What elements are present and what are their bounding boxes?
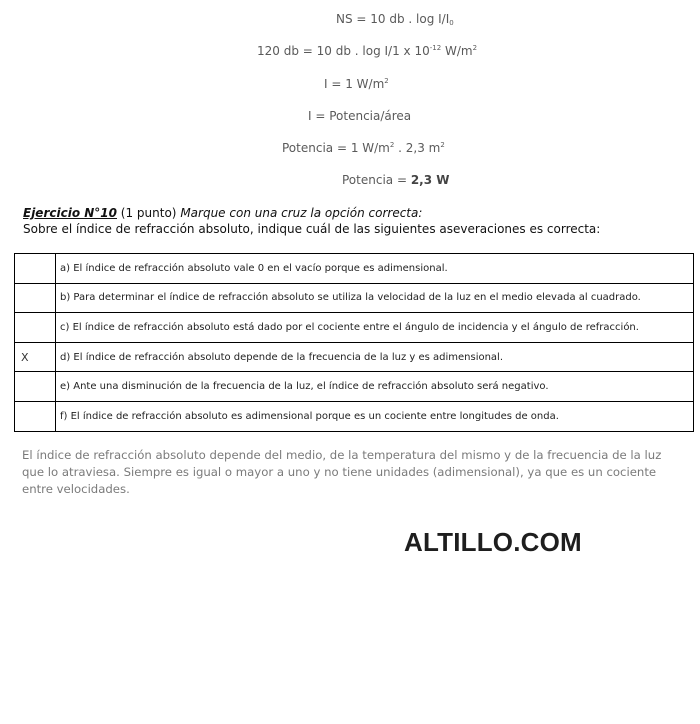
option-text-e: e) Ante una disminución de la frecuencia de la luz, el índice de refracción absoluto será negativo. xyxy=(56,372,694,402)
equation-line-5 xyxy=(282,141,445,155)
equation-exponent: 2 xyxy=(440,141,445,149)
equation-exponent: -12 xyxy=(429,44,442,52)
equation-result: 2,3 W xyxy=(410,173,450,187)
equation-line-3 xyxy=(324,77,389,91)
option-text-c: c) El índice de refracción absoluto está dado por el cociente entre el ángulo de incidencia y el ángulo de refracción. xyxy=(56,313,694,343)
equation-exponent: 2 xyxy=(384,77,389,85)
option-row-f xyxy=(15,401,694,431)
equation-line-4 xyxy=(308,109,411,123)
answer-explanation: El índice de refracción absoluto depende del medio, de la temperatura del mismo y de la frecuencia de la luz que lo atraviesa. Siempre es igual o mayor a uno y no tiene unidades (adimensional), ya que es un cociente entre velocidades. xyxy=(22,448,662,496)
option-row-e xyxy=(15,372,694,402)
option-checkbox-d[interactable]: X xyxy=(15,342,56,372)
exercise-points: (1 punto) xyxy=(116,206,181,220)
option-checkbox-c[interactable] xyxy=(15,313,56,343)
equation-subscript: 0 xyxy=(449,19,454,27)
equation-exponent: 2 xyxy=(389,141,395,149)
exercise-name: Ejercicio N°10 xyxy=(23,206,117,220)
option-checkbox-b[interactable] xyxy=(15,283,56,313)
altillo-logo: ALTILLO.COM xyxy=(404,527,582,557)
equation-text: Potencia = 1 W/m xyxy=(282,141,390,155)
equation-exponent: 2 xyxy=(472,44,478,52)
option-text-f: f) El índice de refracción absoluto es adimensional porque es un cociente entre longitudes de onda. xyxy=(56,401,694,431)
equation-text: NS = 10 db . log I/I xyxy=(336,12,450,26)
exercise-instruction: Marque con una cruz la opción correcta: xyxy=(180,206,423,220)
equation-unit: W/m xyxy=(441,44,473,58)
option-text-a: a) El índice de refracción absoluto vale 0 en el vacío porque es adimensional. xyxy=(56,254,694,284)
options-table xyxy=(14,253,694,432)
equation-text: . 2,3 m xyxy=(394,141,441,155)
equation-text: Potencia = xyxy=(342,173,411,187)
equation-text: I = 1 W/m xyxy=(324,77,385,91)
option-row-d xyxy=(15,342,694,372)
equation-line-6 xyxy=(342,173,449,187)
equation-line-1 xyxy=(336,12,454,26)
option-text-b: b) Para determinar el índice de refracción absoluto se utiliza la velocidad de la luz en el medio elevada al cuadrado. xyxy=(56,283,694,313)
option-checkbox-e[interactable] xyxy=(15,372,56,402)
option-text-d: d) El índice de refracción absoluto depende de la frecuencia de la luz y es adimensional. xyxy=(56,342,694,372)
option-checkbox-a[interactable] xyxy=(15,254,56,284)
option-row-b xyxy=(15,283,694,313)
equation-text: 120 db = 10 db . log I/1 x 10 xyxy=(257,44,430,58)
option-row-c xyxy=(15,313,694,343)
exercise-question: Sobre el índice de refracción absoluto, indique cuál de las siguientes aseveraciones es correcta: xyxy=(23,222,601,236)
exercise-title xyxy=(23,206,422,220)
option-checkbox-f[interactable] xyxy=(15,401,56,431)
option-row-a xyxy=(15,254,694,284)
equation-text: I = Potencia/área xyxy=(308,109,412,123)
equation-line-2 xyxy=(257,44,477,58)
